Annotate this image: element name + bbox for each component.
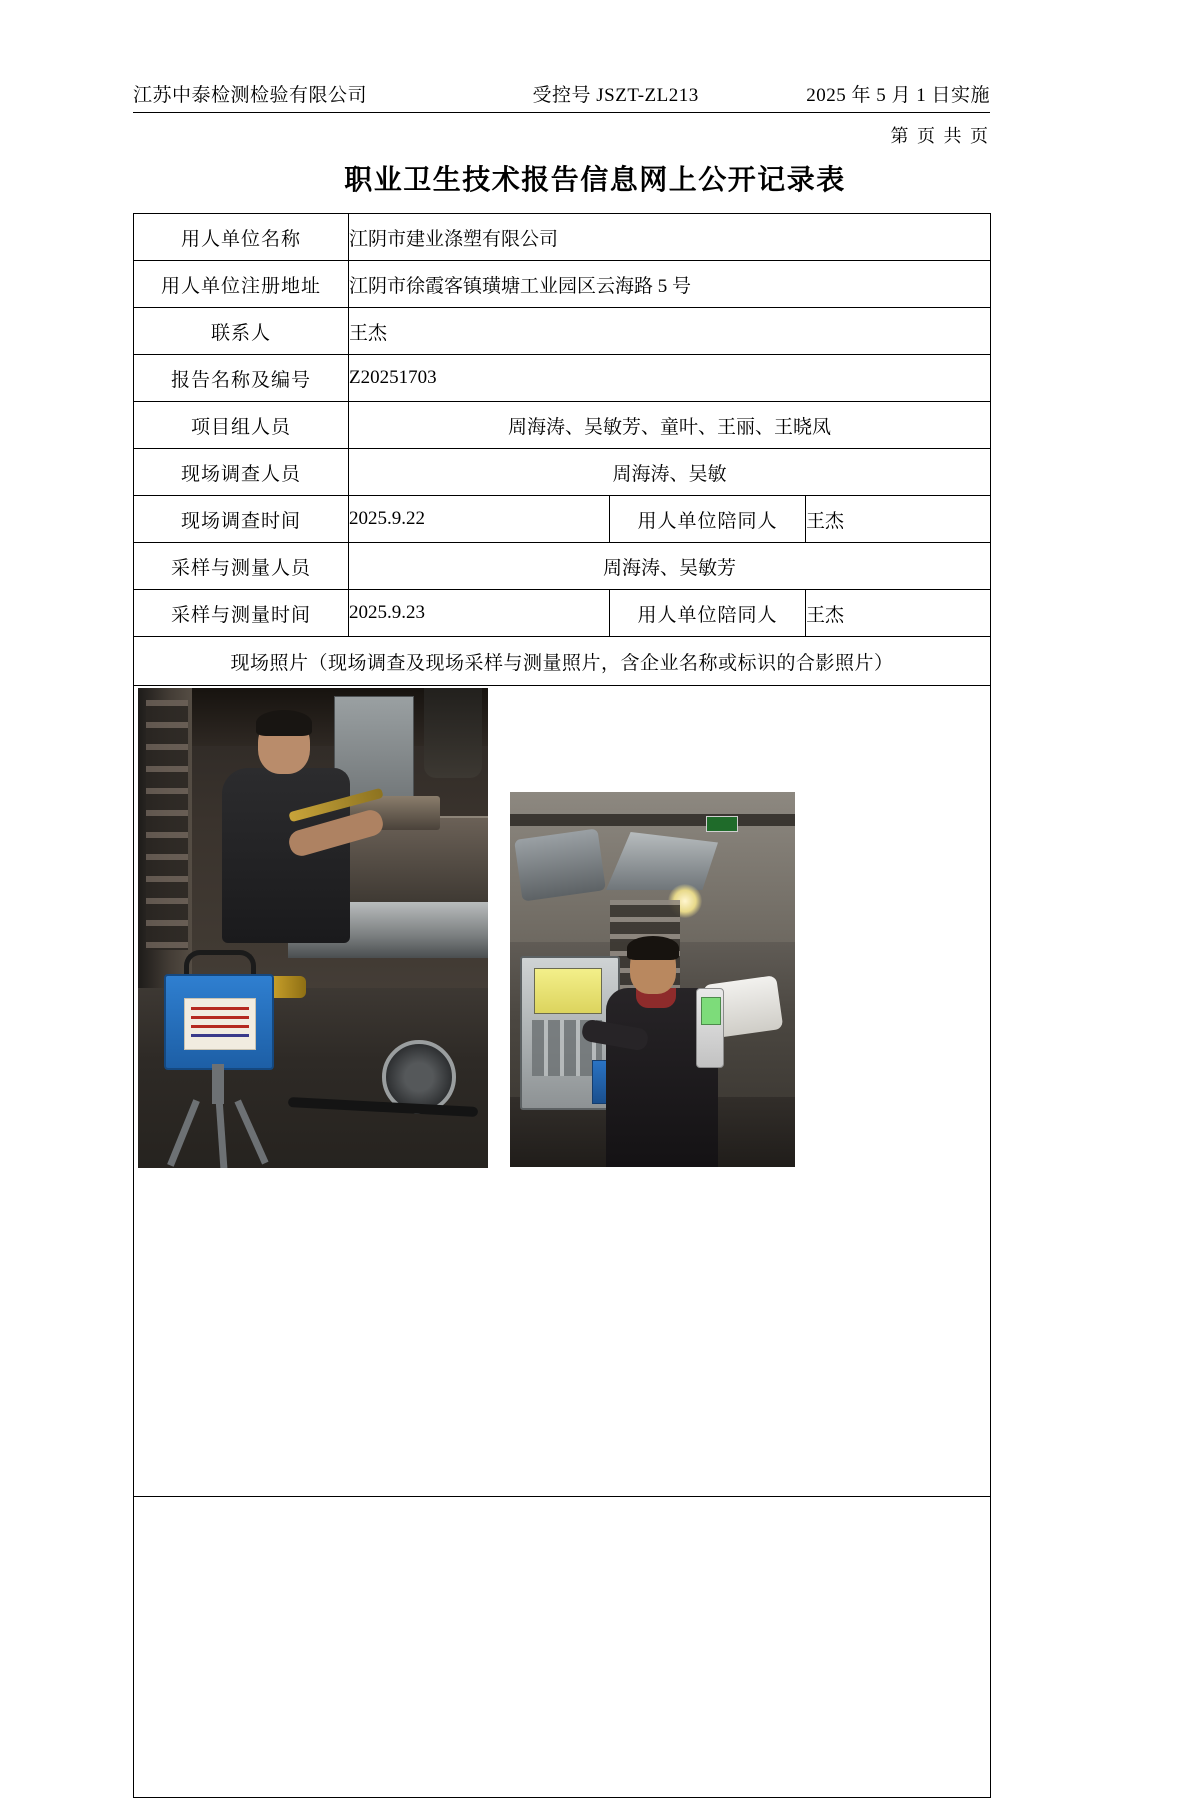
row-label-report-name-number: 报告名称及编号 [134, 355, 349, 402]
table-row-blank [134, 1497, 991, 1798]
table-row [134, 261, 991, 308]
header-row [133, 80, 990, 107]
photo-worker-body [222, 768, 350, 943]
photo-panel-screen [534, 968, 602, 1014]
photo-duct [424, 688, 482, 778]
row-label-registered-address: 用人单位注册地址 [134, 261, 349, 308]
table-row [134, 355, 991, 402]
header-divider [133, 112, 990, 113]
photo-worker-hair [256, 710, 312, 736]
row-value-registered-address: 江阴市徐霞客镇璜塘工业园区云海路 5 号 [349, 261, 991, 308]
photo-air-sampler [164, 974, 274, 1070]
row-value-survey-escort: 王杰 [806, 496, 991, 543]
row-value-sampling-time: 2025.9.23 [349, 590, 610, 637]
site-survey-photo [138, 688, 488, 1168]
photo-collage [134, 686, 990, 1496]
table-row [134, 543, 991, 590]
row-label-survey-escort: 用人单位陪同人 [610, 496, 806, 543]
row-value-contact-person: 王杰 [349, 308, 991, 355]
row-value-sampling-staff: 周海涛、吴敏芳 [349, 543, 991, 590]
row-label-sampling-staff: 采样与测量人员 [134, 543, 349, 590]
row-label-survey-time: 现场调查时间 [134, 496, 349, 543]
row-value-report-name-number: Z20251703 [349, 355, 991, 402]
photo-sampler-label [184, 998, 256, 1050]
photo-ceiling-beam [510, 814, 795, 826]
photo-duct [514, 828, 606, 901]
table-row [134, 449, 991, 496]
page-title: 职业卫生技术报告信息网上公开记录表 [344, 165, 846, 196]
photo-worker-hair [627, 936, 679, 960]
page-header [133, 80, 990, 148]
header-effective-date: 2025 年 5 月 1 日实施 [806, 85, 990, 106]
table-row [134, 308, 991, 355]
header-company: 江苏中泰检测检验有限公司 [133, 85, 368, 106]
photo-exit-sign [706, 816, 738, 832]
blank-area [134, 1497, 991, 1798]
photo-stairs [146, 700, 188, 950]
header-page-number: 第 页 共 页 [890, 126, 990, 146]
header-control-number: 受控号 JSZT-ZL213 [532, 85, 699, 106]
row-label-contact-person: 联系人 [134, 308, 349, 355]
row-value-company-name: 江阴市建业涤塑有限公司 [349, 214, 991, 261]
table-row [134, 214, 991, 261]
row-value-site-survey-staff: 周海涛、吴敏 [349, 449, 991, 496]
sampling-measurement-photo [510, 792, 795, 1167]
row-label-site-survey-staff: 现场调查人员 [134, 449, 349, 496]
table-row [134, 590, 991, 637]
table-row [134, 637, 991, 686]
row-value-sampling-escort: 王杰 [806, 590, 991, 637]
row-label-project-team: 项目组人员 [134, 402, 349, 449]
row-label-sampling-time: 采样与测量时间 [134, 590, 349, 637]
row-value-project-team: 周海涛、吴敏芳、童叶、王丽、王晓凤 [349, 402, 991, 449]
table-row [134, 496, 991, 543]
row-label-sampling-escort: 用人单位陪同人 [610, 590, 806, 637]
record-table [133, 213, 991, 1798]
row-label-company-name: 用人单位名称 [134, 214, 349, 261]
table-row-photos [134, 686, 991, 1497]
photo-handheld-meter [696, 988, 724, 1068]
photos-cell [134, 686, 991, 1497]
row-value-survey-time: 2025.9.22 [349, 496, 610, 543]
photos-section-header: 现场照片（现场调查及现场采样与测量照片，含企业名称或标识的合影照片） [134, 637, 991, 686]
table-row [134, 402, 991, 449]
